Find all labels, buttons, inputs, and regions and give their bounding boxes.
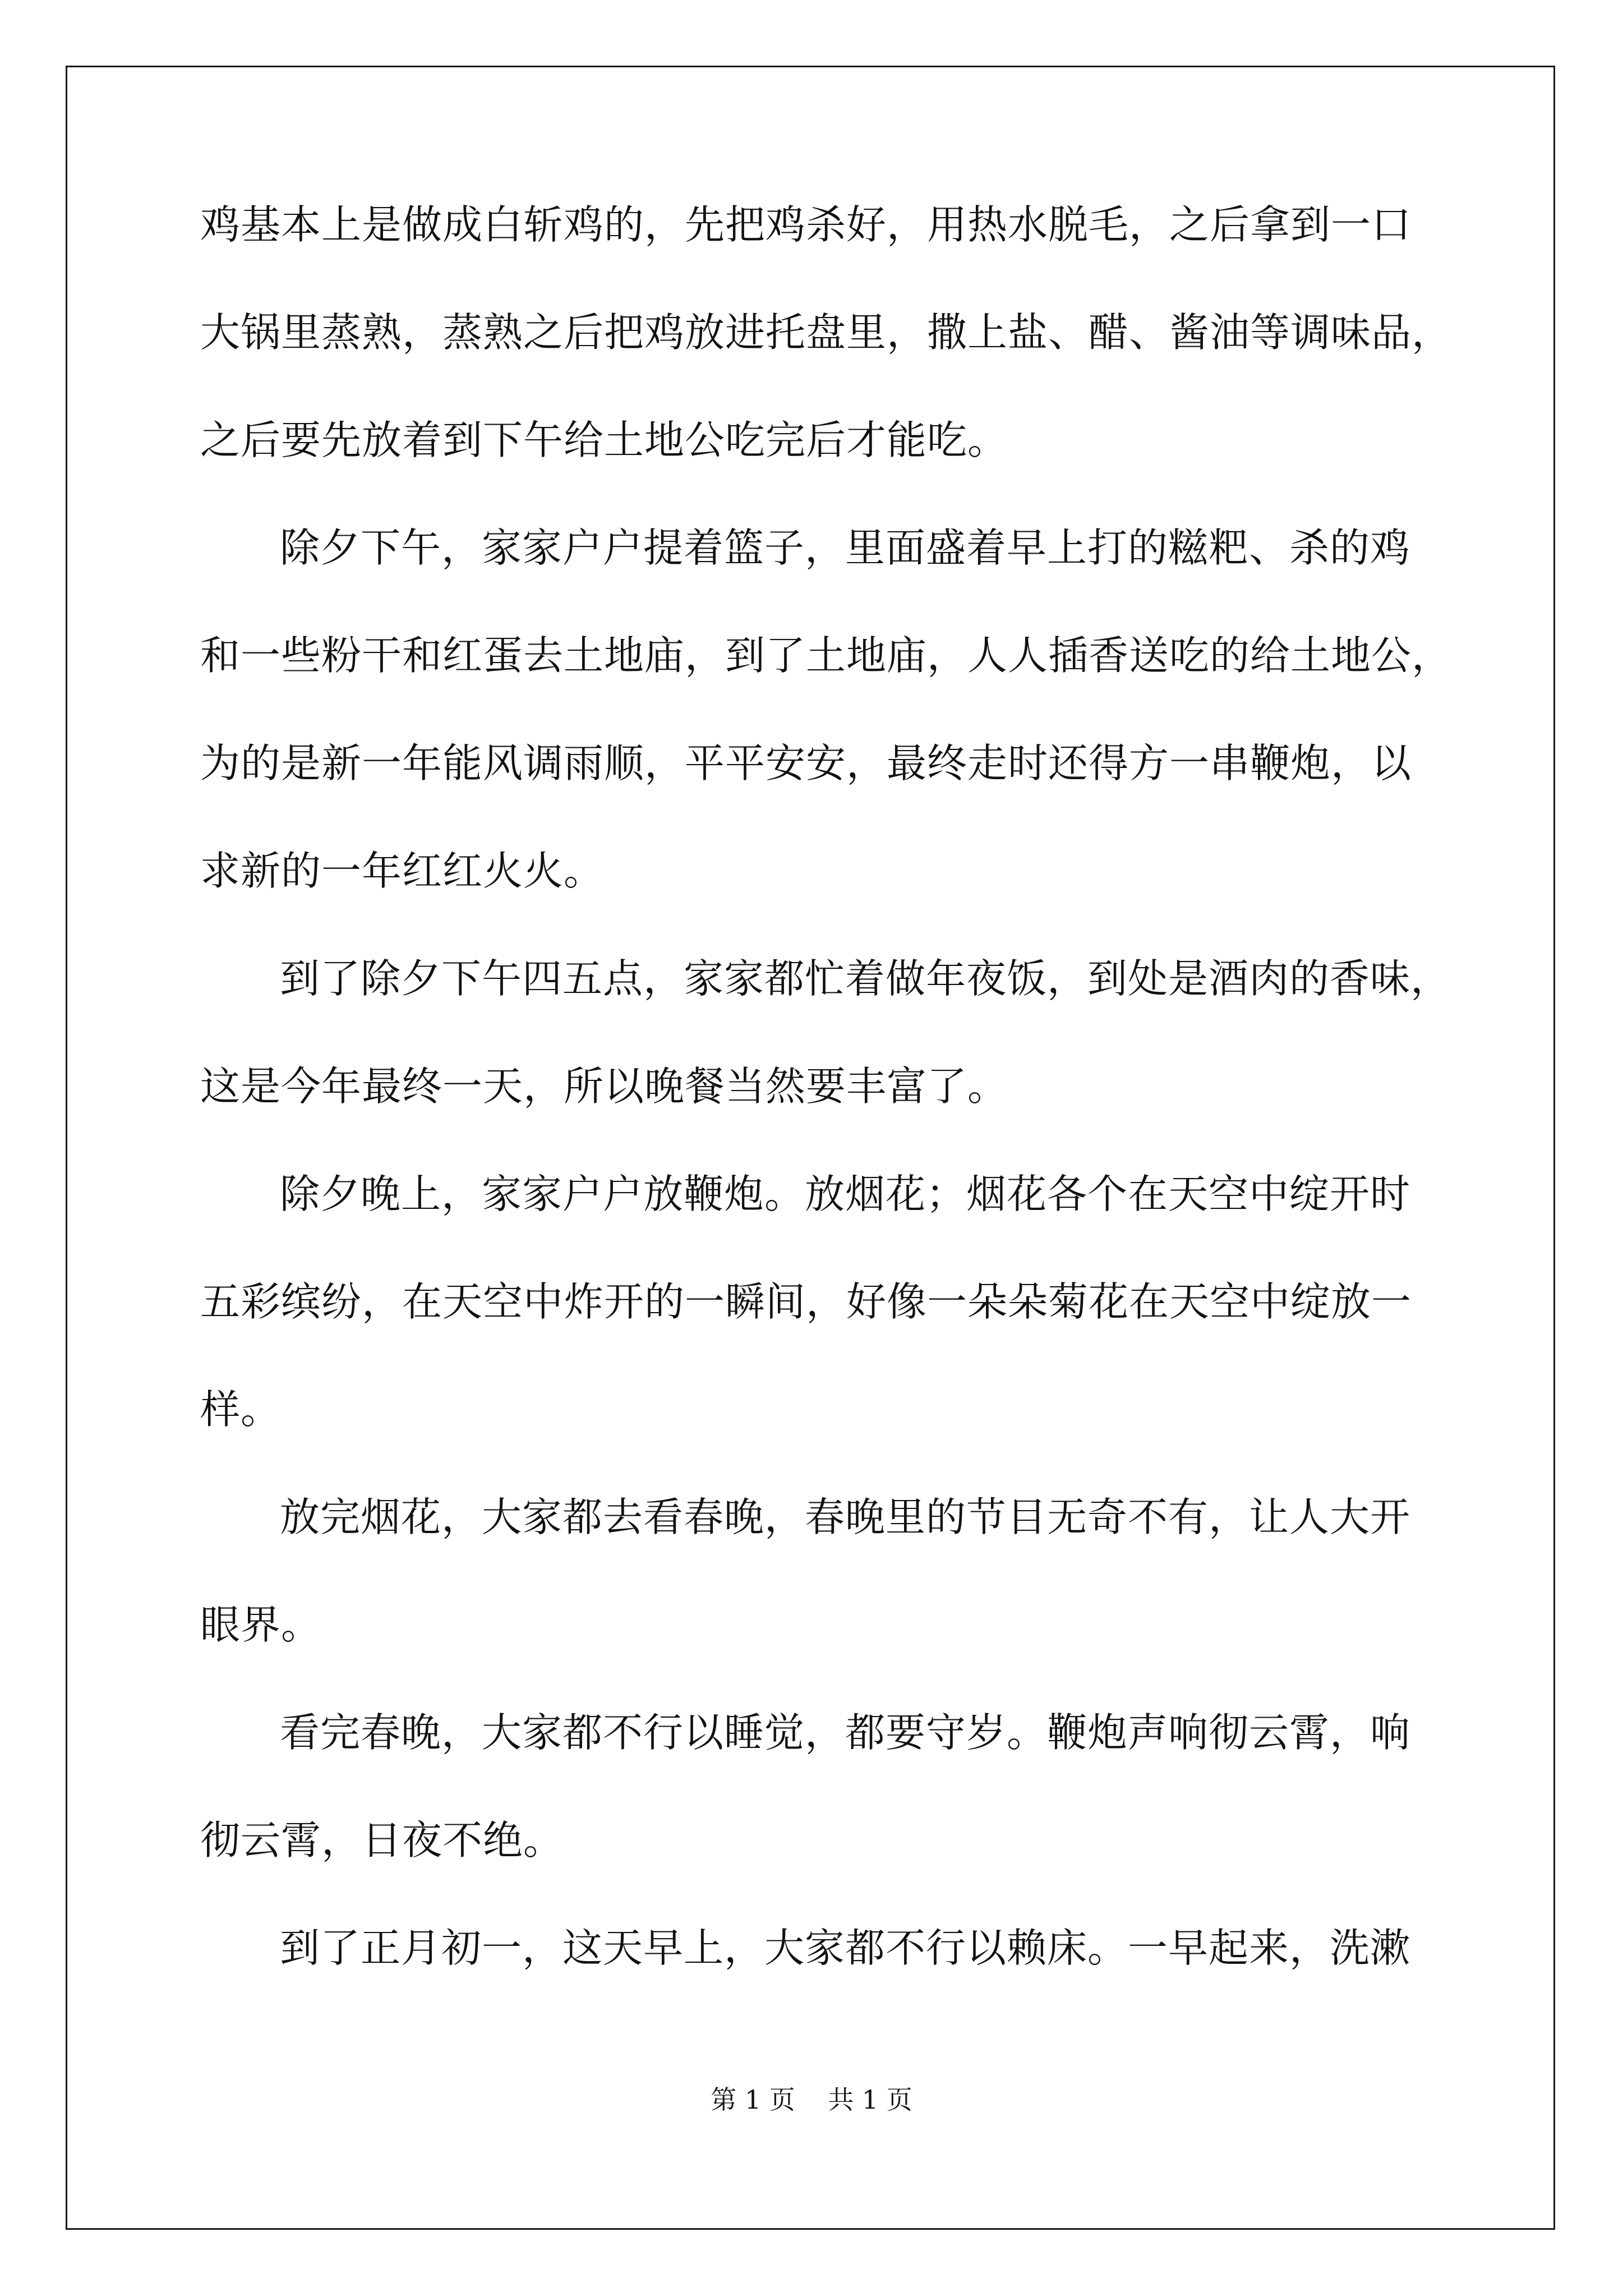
page-number-footer: 第 1 页 共 1 页: [711, 2085, 912, 2115]
text-line: 样。: [200, 1386, 282, 1433]
text-line: 之后要先放着到下午给土地公吃完后才能吃。: [200, 417, 1008, 463]
paragraph-first-line: 到了除夕下午四五点，家家都忙着做年夜饭，到处是酒肉的香味，: [280, 955, 1451, 1002]
paragraph-first-line: 除夕晚上，家家户户放鞭炮。放烟花；烟花各个在天空中绽开时: [280, 1171, 1411, 1217]
paragraph-first-line: 到了正月初一，这天早上，大家都不行以赖床。一早起来，洗漱: [280, 1925, 1411, 1971]
text-line: 五彩缤纷，在天空中炸开的一瞬间，好像一朵朵菊花在天空中绽放一: [200, 1278, 1412, 1325]
text-line: 为的是新一年能风调雨顺，平平安安，最终走时还得方一串鞭炮，以: [200, 740, 1412, 786]
text-line: 鸡基本上是做成白斩鸡的，先把鸡杀好，用热水脱毛，之后拿到一口: [200, 201, 1412, 248]
text-line: 彻云霄，日夜不绝。: [200, 1817, 564, 1864]
paragraph-first-line: 看完春晚，大家都不行以睡觉，都要守岁。鞭炮声响彻云霄，响: [280, 1709, 1411, 1756]
text-line: 大锅里蒸熟，蒸熟之后把鸡放进托盘里，撒上盐、醋、酱油等调味品，: [200, 309, 1453, 356]
text-line: 求新的一年红红火火。: [200, 848, 605, 894]
text-line: 和一些粉干和红蛋去土地庙，到了土地庙，人人插香送吃的给土地公，: [200, 632, 1453, 679]
text-line: 这是今年最终一天，所以晚餐当然要丰富了。: [200, 1063, 1008, 1110]
text-line: 眼界。: [200, 1602, 322, 1648]
paragraph-first-line: 放完烟花，大家都去看春晚，春晚里的节目无奇不有，让人大开: [280, 1494, 1411, 1540]
paragraph-first-line: 除夕下午，家家户户提着篮子，里面盛着早上打的糍粑、杀的鸡: [280, 524, 1411, 571]
document-body: [200, 201, 1453, 2036]
